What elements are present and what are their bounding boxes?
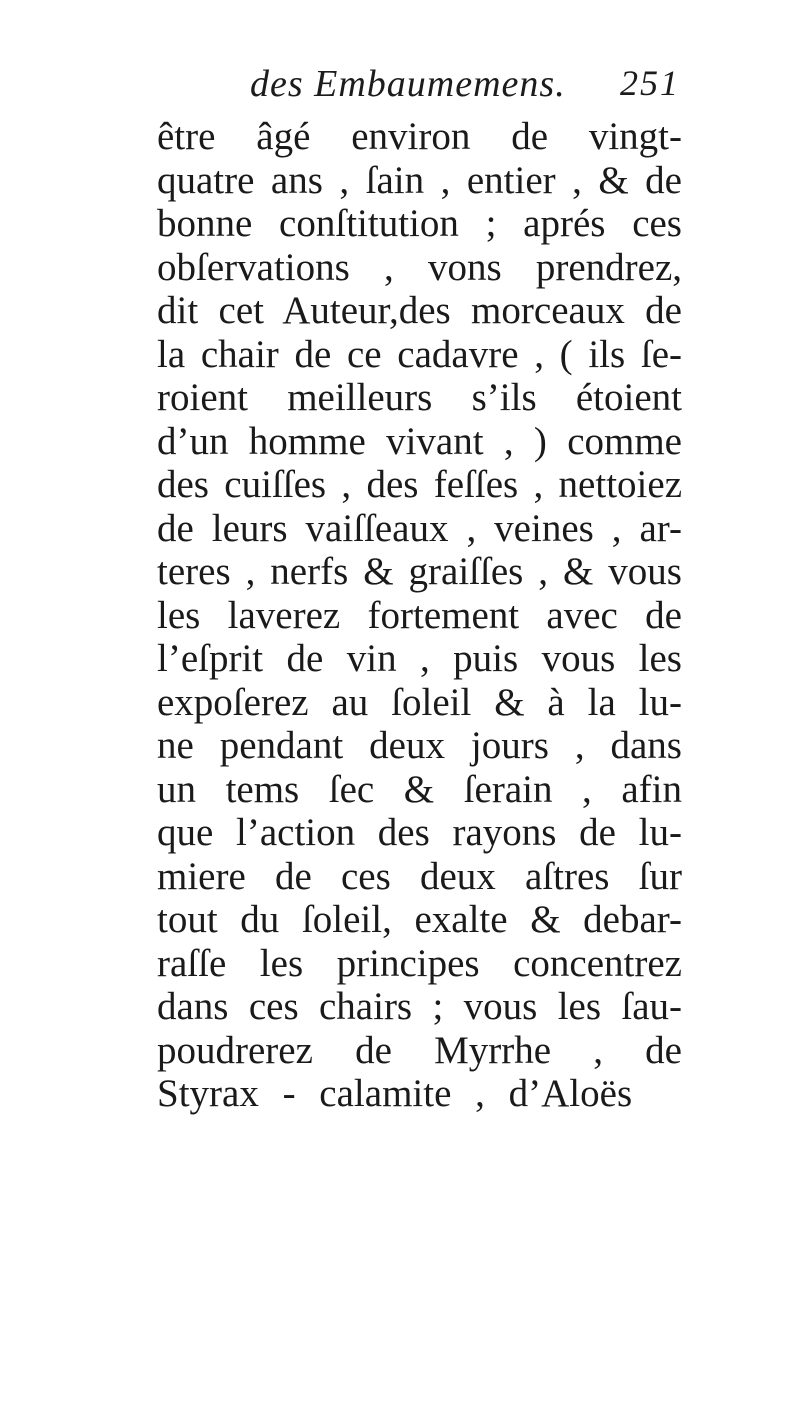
text-line: un tems ſec & ſerain , afin [157, 767, 682, 811]
running-head [250, 62, 680, 118]
text-line: miere de ces deux aſtres ſur [157, 854, 682, 898]
text-line: tout du ſoleil, exalte & debar- [157, 898, 682, 941]
text-line: quatre ans , ſain , entier , & de [157, 158, 682, 202]
text-line: Styrax - calamite , d’Aloës [157, 1072, 633, 1115]
text-line: des cuiſſes , des feſſes , nettoiez [157, 463, 682, 506]
text-line: être âgé environ de vingt- [157, 115, 682, 158]
text-line: ne pendant deux jours , dans [157, 724, 682, 767]
text-line: de leurs vaiſſeaux , veines , ar- [157, 506, 682, 550]
running-title: des Embaumemens. [250, 63, 566, 105]
text-line: poudrerez de Myrrhe , de [157, 1028, 682, 1072]
text-line: dans ces chairs ; vous les ſau- [157, 985, 682, 1028]
text-line: obſervations , vons prendrez, [157, 245, 682, 289]
text-line: teres , nerfs & graiſſes , & vous [157, 550, 682, 593]
text-line: expoſerez au ſoleil & à la lu- [157, 680, 682, 724]
text-line: les laverez fortement avec de [157, 593, 682, 637]
text-line: l’eſprit de vin , puis vous les [157, 637, 682, 680]
text-line: la chair de ce cadavre , ( ils ſe- [157, 332, 682, 376]
text-line: d’un homme vivant , ) comme [157, 419, 682, 463]
text-line: que l’action des rayons de lu- [157, 811, 682, 854]
page-number: 251 [620, 63, 680, 103]
body-text [157, 115, 682, 1116]
text-line: dit cet Auteur,des morceaux de [157, 289, 682, 332]
text-line: bonne conſtitution ; aprés ces [157, 202, 682, 245]
text-line: raſſe les principes concentrez [157, 941, 682, 985]
text-line: roient meilleurs s’ils étoient [157, 376, 682, 419]
